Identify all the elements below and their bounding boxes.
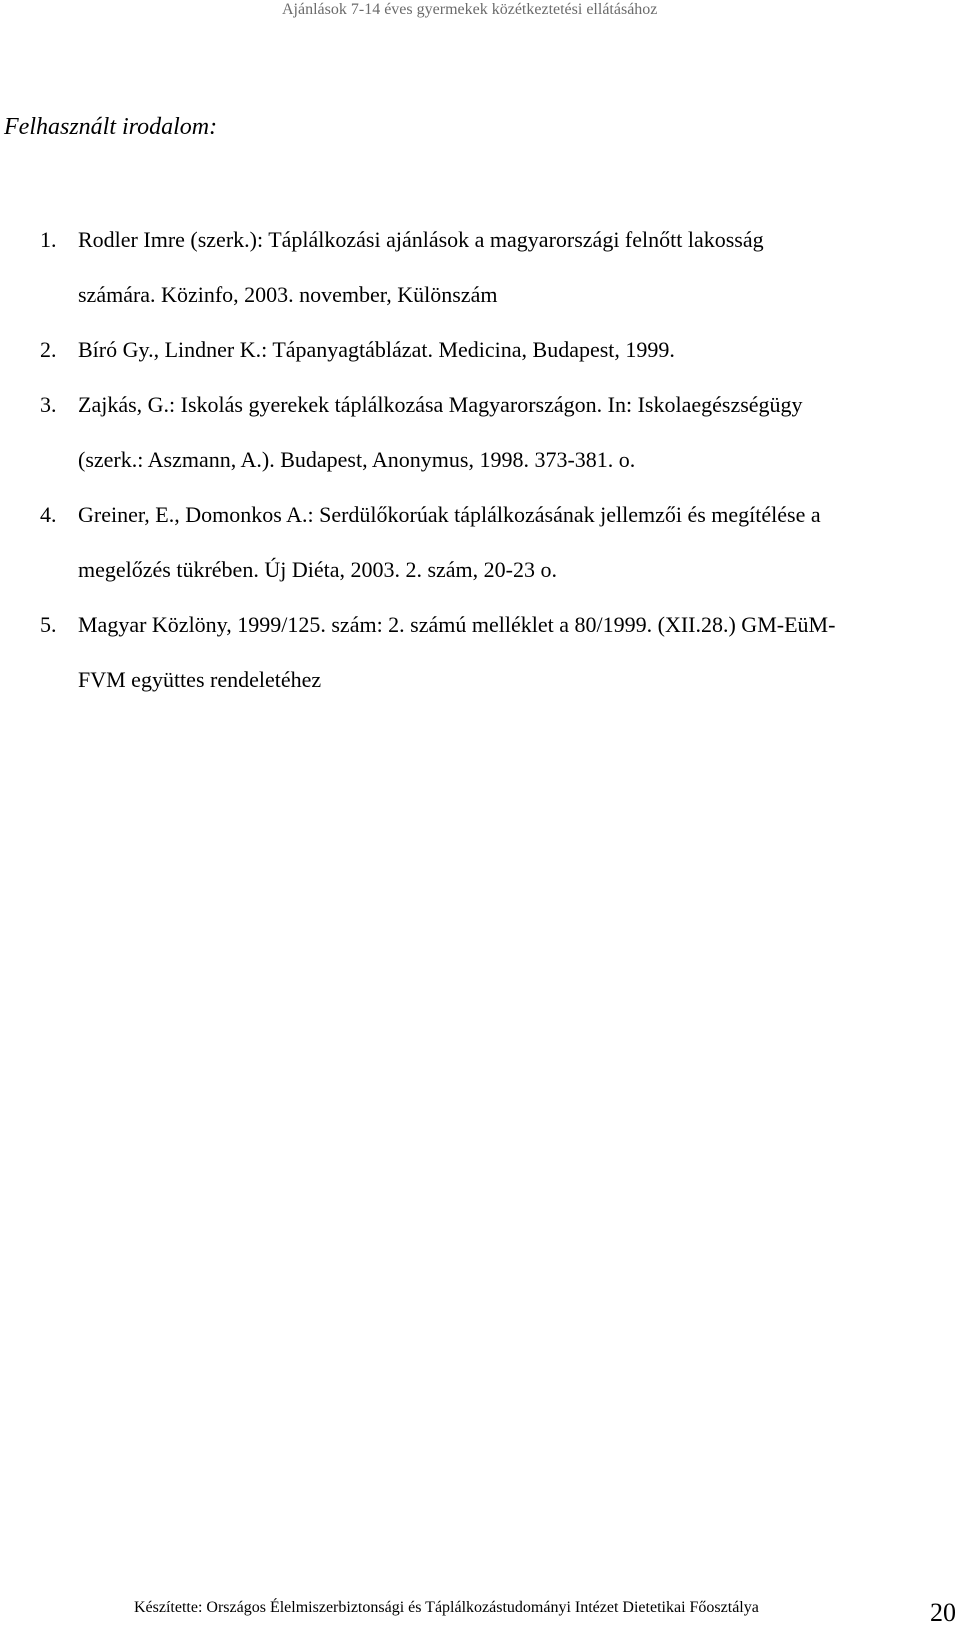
reference-text-line: Rodler Imre (szerk.): Táplálkozási ajánlások a magyarországi felnőtt lakosság	[78, 227, 764, 252]
reference-text-line: Zajkás, G.: Iskolás gyerekek táplálkozása Magyarországon. In: Iskolaegészségügy	[78, 392, 803, 417]
page-number: 20	[930, 1598, 956, 1627]
reference-number: 5.	[40, 612, 57, 637]
reference-text-line: számára. Közinfo, 2003. november, Különszám	[78, 282, 498, 307]
reference-number: 3.	[40, 392, 57, 417]
reference-text-line: Bíró Gy., Lindner K.: Tápanyagtáblázat. Medicina, Budapest, 1999.	[78, 337, 675, 362]
reference-text-line: Greiner, E., Domonkos A.: Serdülőkorúak táplálkozásának jellemzői és megítélése a	[78, 502, 821, 527]
reference-text-line: megelőzés tükrében. Új Diéta, 2003. 2. szám, 20-23 o.	[78, 557, 557, 582]
section-title: Felhasznált irodalom:	[4, 114, 218, 140]
running-header: Ajánlások 7-14 éves gyermekek közétkeztetési ellátásához	[282, 1, 658, 18]
page-footer: Készítette: Országos Élelmiszerbiztonsági és Táplálkozástudományi Intézet Dietetikai Főosztálya	[134, 1599, 759, 1616]
reference-text-line: Magyar Közlöny, 1999/125. szám: 2. számú melléklet a 80/1999. (XII.28.) GM-EüM-	[78, 612, 836, 637]
reference-text-line: (szerk.: Aszmann, A.). Budapest, Anonymus, 1998. 373-381. o.	[78, 447, 636, 472]
reference-text-line: FVM együttes rendeletéhez	[78, 667, 322, 692]
reference-number: 4.	[40, 502, 57, 527]
reference-number: 2.	[40, 337, 57, 362]
reference-number: 1.	[40, 227, 57, 252]
